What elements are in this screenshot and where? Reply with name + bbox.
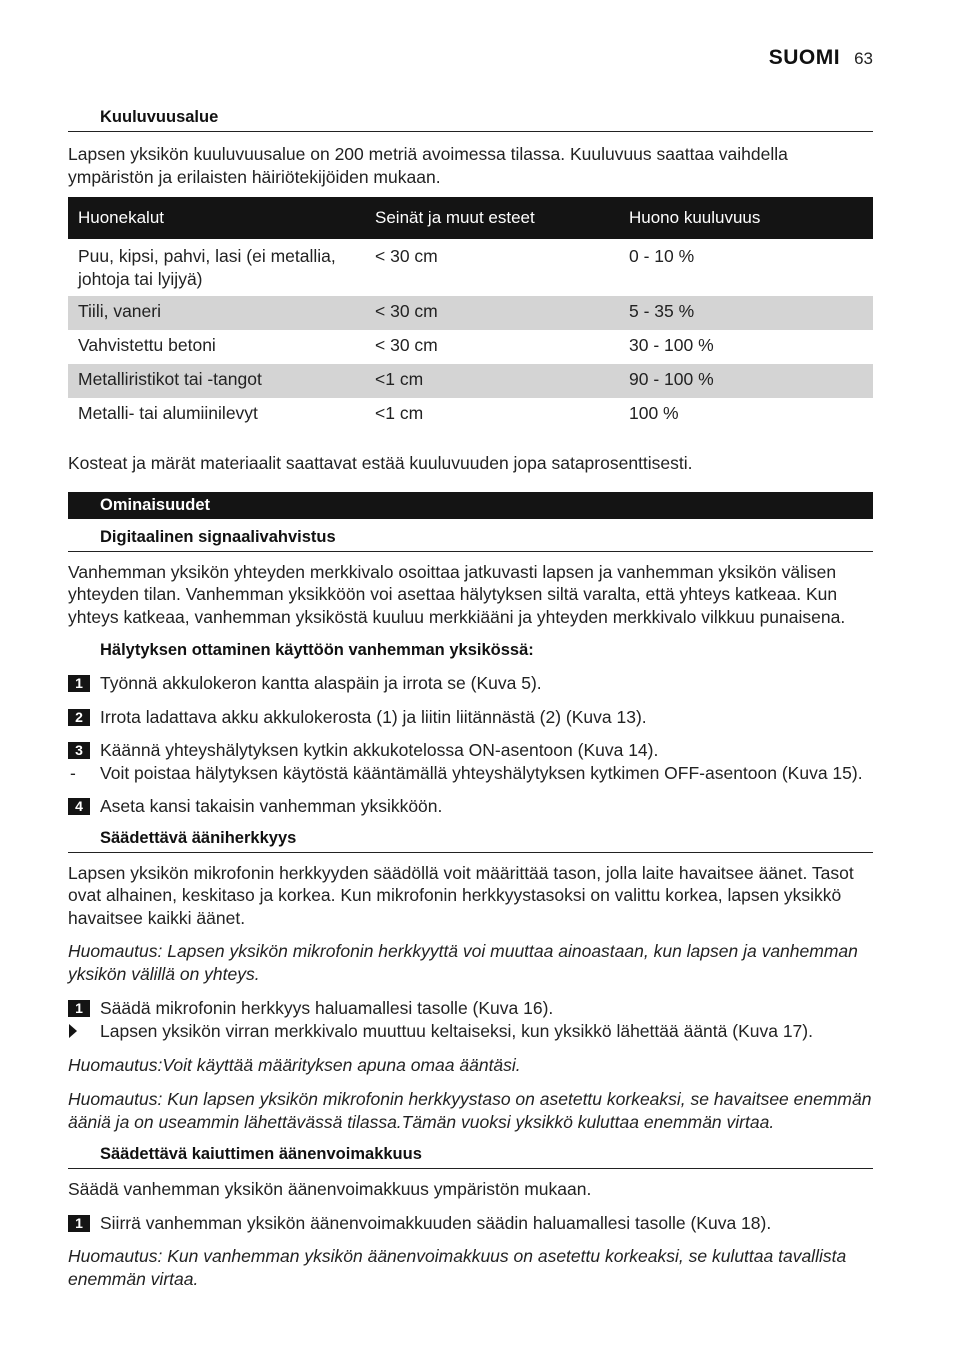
step-text: Siirrä vanhemman yksikön äänenvoimakkuuden säädin haluamallesi tasolle (Kuva 18). [100, 1212, 772, 1233]
page-number: 63 [854, 49, 873, 68]
step-number: 1 [68, 675, 90, 692]
digital-signal-body: Vanhemman yksikön yhteyden merkkivalo osoittaa jatkuvasti lapsen ja vanhemman yksikön välisen yhteyden tilan. Vanhemman yksikköön voi asettaa hälytyksen siltä varalta, että yhteys katkeaa. Kun yhteys katkeaa, vanhemman yksiköstä kuuluu merkkiääni ja yhteyden merkkivalo vilkkuu punaisena. [68, 561, 846, 627]
table-cell: Puu, kipsi, pahvi, lasi (ei metallia, johtoja tai lyijyä) [78, 246, 336, 289]
result-arrow-icon [68, 1020, 100, 1044]
volume-heading: Säädettävä kaiuttimen äänenvoimakkuus [68, 1143, 873, 1169]
step-text: Irrota ladattava akku akkulokerosta (1) ja liitin liitännästä (2) (Kuva 13). [100, 706, 647, 727]
table-cell: 0 - 10 % [629, 246, 695, 266]
page-content [68, 106, 873, 1291]
table-cell: Tiili, vaneri [68, 296, 365, 330]
step-number: 3 [68, 742, 90, 759]
table-header-cell: Huonekalut [68, 197, 365, 239]
alarm-subheading: Hälytyksen ottaminen käyttöön vanhemman yksikössä: [100, 641, 534, 659]
volume-note: Huomautus: Kun vanhemman yksikön äänenvoimakkuus on asetettu korkeaksi, se kuluttaa tavallista enemmän virtaa. [68, 1246, 847, 1289]
range-intro: Lapsen yksikön kuuluvuusalue on 200 metriä avoimessa tilassa. Kuuluvuus saattaa vaihdella ympäristön ja erilaisten häiriötekijöiden mukaan. [68, 144, 788, 187]
dash-text: Voit poistaa hälytyksen käytöstä kääntämällä yhteyshälytyksen kytkimen OFF-asentoon (Kuva 15). [100, 762, 863, 783]
digital-signal-heading: Digitaalinen signaalivahvistus [68, 526, 873, 552]
features-heading: Ominaisuudet [68, 492, 873, 519]
sensitivity-note: Huomautus: Lapsen yksikön mikrofonin herkkyyttä voi muuttaa ainoastaan, kun lapsen ja vanhemman yksikön välillä on yhteys. [68, 941, 858, 984]
step-item [68, 672, 873, 695]
step-item [68, 997, 873, 1020]
step-number: 4 [68, 798, 90, 815]
sensitivity-note: Huomautus: Kun lapsen yksikön mikrofonin herkkyystaso on asetettu korkeaksi, se havaitsee enemmän ääniä ja on useammin lähettävässä tilassa.Tämän vuoksi yksikkö kuluttaa enemmän virtaa. [68, 1089, 872, 1132]
sensitivity-body: Lapsen yksikön mikrofonin herkkyyden säädöllä voit määrittää tason, jolla laite havaitsee äänet. Tasot ovat alhainen, keskitaso ja korkea. Kun mikrofonin herkkyystasoksi on valittu korkea, lapsen yksikkö havaitsee kaikki äänet. [68, 862, 854, 928]
range-note: Kosteat ja märät materiaalit saattavat estää kuuluvuuden jopa sataprosenttisesti. [68, 453, 693, 473]
table-cell: Metalli- tai alumiinilevyt [78, 403, 258, 423]
table-row [68, 330, 873, 364]
language-label: SUOMI [768, 46, 841, 69]
step-item [68, 739, 873, 762]
result-text: Lapsen yksikön virran merkkivalo muuttuu keltaiseksi, kun yksikkö lähettää ääntä (Kuva 17). [100, 1020, 813, 1041]
dash-item [68, 762, 873, 785]
step-text: Käännä yhteyshälytyksen kytkin akkukotelossa ON-asentoon (Kuva 14). [100, 740, 659, 760]
step-item [68, 795, 873, 818]
page-header [769, 46, 873, 70]
sensitivity-heading: Säädettävä ääniherkkyys [68, 827, 873, 853]
range-heading: Kuuluvuusalue [68, 106, 873, 132]
step-text: Säädä mikrofonin herkkyys haluamallesi tasolle (Kuva 16). [100, 998, 554, 1018]
table-row [68, 239, 873, 296]
table-cell: <1 cm [365, 364, 619, 398]
volume-body: Säädä vanhemman yksikön äänenvoimakkuus ympäristön mukaan. [68, 1179, 592, 1199]
table-cell: < 30 cm [375, 335, 438, 355]
table-header-row [68, 197, 873, 239]
step-item [68, 706, 873, 729]
table-cell: 90 - 100 % [619, 364, 873, 398]
table-row [68, 364, 873, 398]
step-text: Aseta kansi takaisin vanhemman yksikköön. [100, 796, 443, 816]
table-row [68, 398, 873, 432]
result-item [68, 1020, 873, 1044]
table-cell: < 30 cm [375, 246, 438, 266]
table-cell: 30 - 100 % [629, 335, 714, 355]
range-table [68, 197, 873, 432]
step-text: Työnnä akkulokeron kantta alaspäin ja irrota se (Kuva 5). [100, 673, 542, 693]
table-cell: 5 - 35 % [619, 296, 873, 330]
table-cell: Metalliristikot tai -tangot [68, 364, 365, 398]
step-number: 1 [68, 1215, 90, 1232]
sensitivity-note: Huomautus:Voit käyttää määrityksen apuna omaa ääntäsi. [68, 1055, 521, 1075]
dash-symbol: - [70, 762, 76, 783]
table-row [68, 296, 873, 330]
step-item [68, 1212, 873, 1235]
table-header-cell: Huono kuuluvuus [619, 197, 873, 239]
table-cell: 100 % [629, 403, 679, 423]
table-cell: <1 cm [375, 403, 424, 423]
step-number: 1 [68, 1000, 90, 1017]
step-number: 2 [68, 709, 90, 726]
table-header-cell: Seinät ja muut esteet [365, 197, 619, 239]
table-cell: Vahvistettu betoni [78, 335, 216, 355]
table-cell: < 30 cm [365, 296, 619, 330]
